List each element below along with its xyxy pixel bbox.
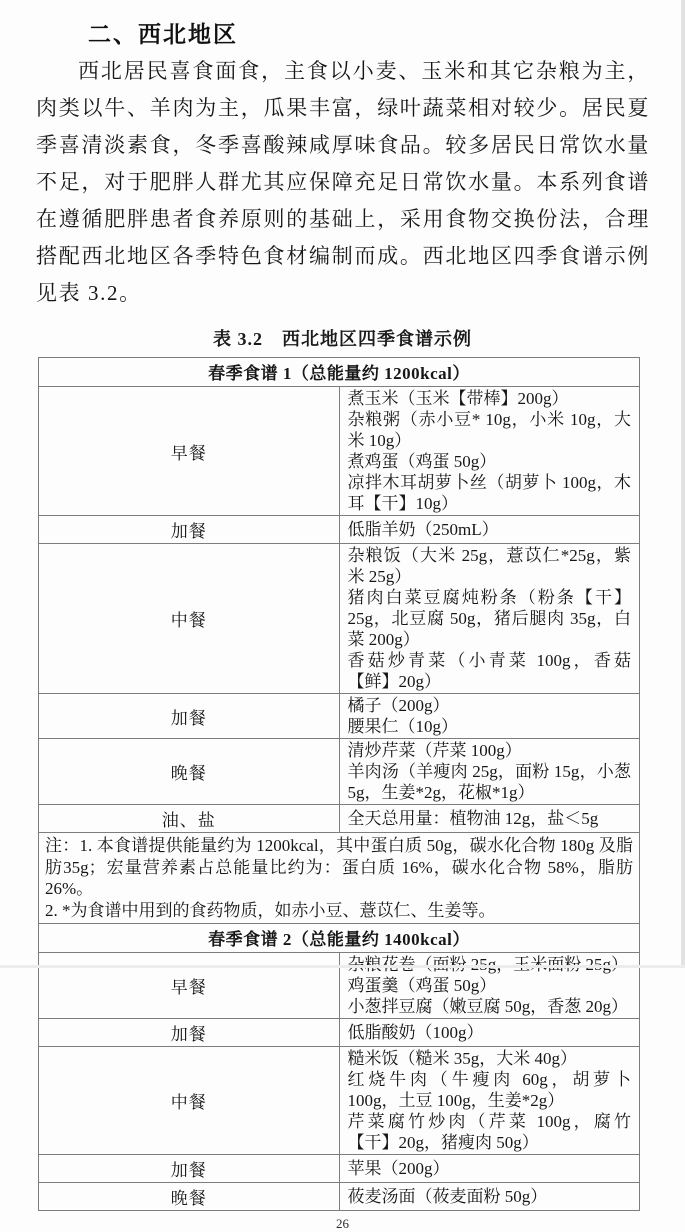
meal-item: 杂粮粥（赤小豆* 10g，小米 10g，大米 10g）	[347, 410, 631, 450]
meal-items	[339, 544, 640, 694]
meal-table-body	[39, 358, 640, 1211]
meal-item: 全天总用量：植物油 12g，盐＜5g	[347, 809, 599, 828]
meal-row	[39, 1183, 640, 1211]
meal-label: 中餐	[39, 544, 340, 694]
meal-label: 晚餐	[39, 739, 340, 805]
meal-label: 加餐	[39, 1019, 340, 1047]
meal-item: 煮鸡蛋（鸡蛋 50g）	[347, 452, 497, 471]
meal-items	[339, 953, 640, 1019]
meal-label: 加餐	[39, 516, 340, 544]
intro-paragraph: 西北居民喜食面食，主食以小麦、玉米和其它杂粮为主，肉类以牛、羊肉为主，瓜果丰富，绿叶蔬菜相对较少。居民夏季喜清淡素食，冬季喜酸辣咸厚味食品。较多居民日常饮水量不足，对于肥胖人群尤其应保障充足日常饮水量。本系列食谱在遵循肥胖患者食养原则的基础上，采用食物交换份法，合理搭配西北地区各季特色食材编制而成。西北地区四季食谱示例见表 3.2。	[36, 59, 650, 305]
meal-item: 芹菜腐竹炒肉（芹菜 100g，腐竹【干】20g，猪瘦肉 50g）	[347, 1112, 631, 1152]
meal-label: 加餐	[39, 1155, 340, 1183]
meal-item: 香菇炒青菜（小青菜 100g，香菇【鲜】20g）	[347, 651, 631, 691]
meal-row	[39, 953, 640, 1019]
meal-row	[39, 516, 640, 544]
meal-item: 清炒芹菜（芹菜 100g）	[347, 741, 522, 760]
meal-item: 低脂羊奶（250mL）	[347, 520, 499, 539]
meal-items	[339, 1019, 640, 1047]
meal-row	[39, 739, 640, 805]
meal-items	[339, 516, 640, 544]
meal-row	[39, 544, 640, 694]
meal-label: 早餐	[39, 387, 340, 516]
meal-item: 羊肉汤（羊瘦肉 25g，面粉 15g，小葱 5g，生姜*2g，花椒*1g）	[347, 762, 631, 802]
section-header: 春季食谱 2（总能量约 1400kcal）	[39, 924, 640, 953]
meal-item: 小葱拌豆腐（嫩豆腐 50g，香葱 20g）	[347, 997, 628, 1016]
meal-row	[39, 805, 640, 833]
meal-row	[39, 1019, 640, 1047]
note-line: 注：1. 本食谱提供能量约为 1200kcal，其中蛋白质 50g，碳水化合物 180g 及脂肪35g；宏量营养素占总能量比约为：蛋白质 16%，碳水化合物 58%，脂肪 26%。	[45, 836, 633, 898]
note-line: 2. *为食谱中用到的食药物质，如赤小豆、薏苡仁、生姜等。	[45, 900, 496, 920]
scan-edge-right	[681, 0, 685, 968]
meal-items	[339, 1183, 640, 1211]
meal-row	[39, 694, 640, 739]
section-header: 春季食谱 1（总能量约 1200kcal）	[39, 358, 640, 387]
section-header-row	[39, 924, 640, 953]
meal-item: 腰果仁（10g）	[347, 717, 458, 736]
table-caption: 表 3.2 西北地区四季食谱示例	[213, 329, 472, 349]
meal-item: 杂粮饭（大米 25g，薏苡仁*25g，紫米 25g）	[347, 546, 631, 586]
meal-item: 猪肉白菜豆腐炖粉条（粉条【干】25g，北豆腐 50g，猪后腿肉 35g，白菜 200g）	[347, 588, 631, 649]
meal-item: 糙米饭（糙米 35g，大米 40g）	[347, 1049, 577, 1068]
meal-label: 油、盐	[39, 805, 340, 833]
meal-items	[339, 739, 640, 805]
notes-row	[39, 833, 640, 924]
meal-label: 中餐	[39, 1047, 340, 1155]
meal-items	[339, 694, 640, 739]
meal-label: 早餐	[39, 953, 340, 1019]
meal-item: 低脂酸奶（100g）	[347, 1023, 484, 1042]
meal-items	[339, 387, 640, 516]
meal-label: 加餐	[39, 694, 340, 739]
meal-item: 鸡蛋羹（鸡蛋 50g）	[347, 976, 497, 995]
meal-item: 煮玉米（玉米【带棒】200g）	[347, 389, 569, 408]
meal-item: 凉拌木耳胡萝卜丝（胡萝卜 100g，木耳【干】10g）	[347, 473, 631, 513]
meal-items	[339, 1047, 640, 1155]
meal-row	[39, 1155, 640, 1183]
meal-item: 苹果（200g）	[347, 1159, 450, 1178]
page-number: 26	[336, 1216, 349, 1231]
meal-table	[38, 357, 640, 1211]
meal-item: 橘子（200g）	[347, 696, 450, 715]
meal-row	[39, 387, 640, 516]
meal-label: 晚餐	[39, 1183, 340, 1211]
meal-item: 红烧牛肉（牛瘦肉 60g，胡萝卜 100g，土豆 100g，生姜*2g）	[347, 1070, 631, 1110]
section-header-row	[39, 358, 640, 387]
meal-items	[339, 805, 640, 833]
meal-items	[339, 1155, 640, 1183]
page-title: 二、西北地区	[88, 21, 238, 47]
recipe-notes	[39, 833, 640, 924]
meal-row	[39, 1047, 640, 1155]
meal-item: 莜麦汤面（莜麦面粉 50g）	[347, 1187, 548, 1206]
